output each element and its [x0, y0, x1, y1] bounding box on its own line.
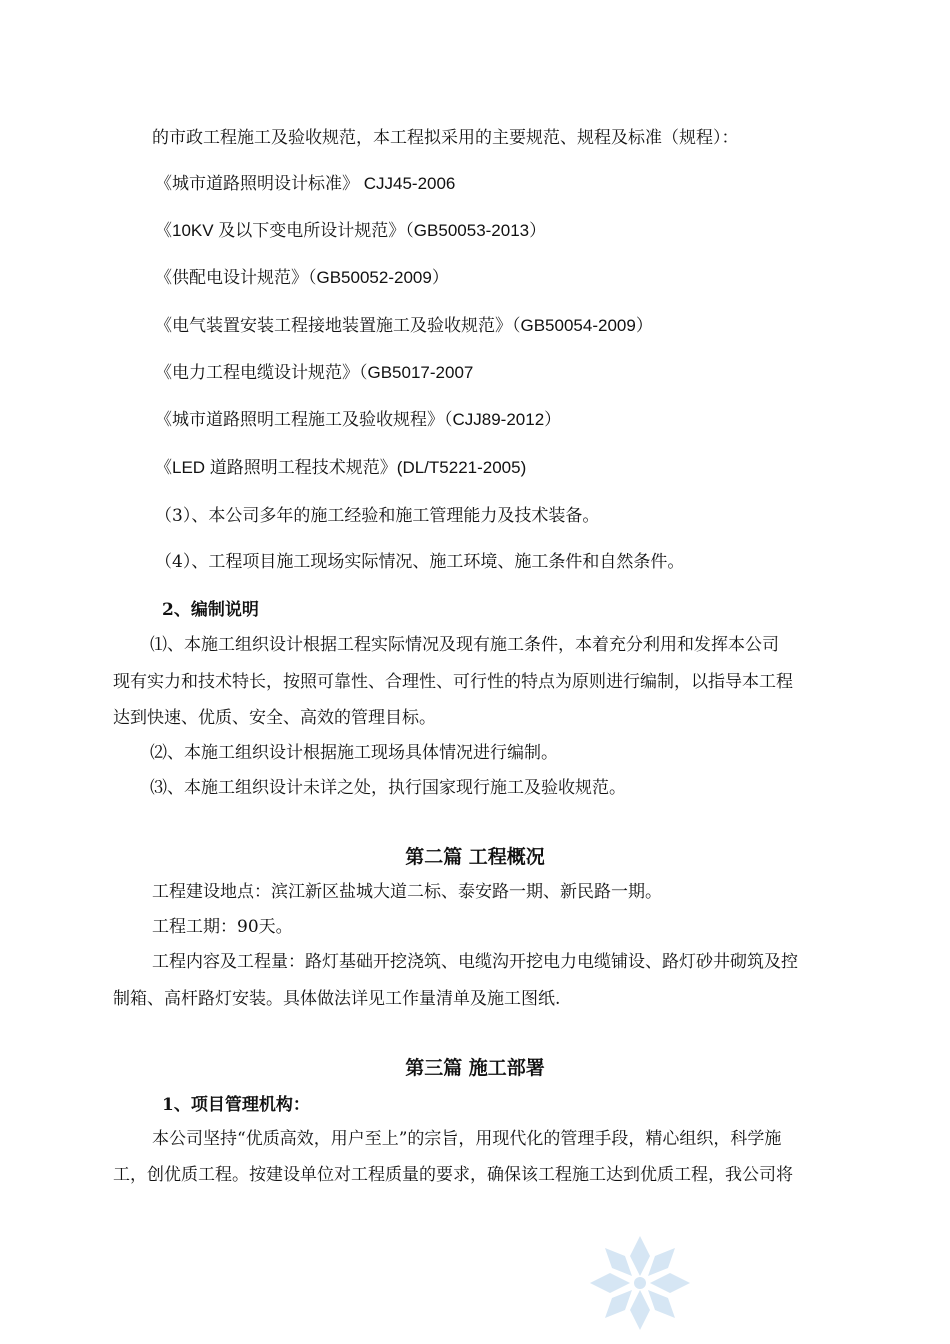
section-title-compilation: 2、编制说明 [162, 600, 259, 620]
standard-item-5: 《电力工程电缆设计规范》（GB5017-2007 [155, 363, 474, 382]
compilation-paragraph-2: ⑵、本施工组织设计根据施工现场具体情况进行编制。 [150, 743, 558, 763]
standard-item-3: 《供配电设计规范》（GB50052-2009） [155, 268, 449, 287]
standard-item-1: 《城市道路照明设计标准》 CJJ45-2006 [155, 174, 456, 193]
standard-item-7: 《LED 道路照明工程技术规范》(DL/T5221-2005) [155, 458, 527, 477]
compilation-paragraph-1-line-3: 达到快速、优质、安全、高效的管理目标。 [113, 708, 436, 728]
section-title-management: 1、项目管理机构： [162, 1095, 310, 1115]
part-2-heading: 第二篇 工程概况 [405, 846, 545, 868]
compilation-paragraph-3: ⑶、本施工组织设计未详之处，执行国家现行施工及验收规范。 [150, 778, 626, 798]
management-paragraph-line-1: 本公司坚持“优质高效，用户至上”的宗旨，用现代化的管理手段，精心组织，科学施 [152, 1129, 782, 1149]
management-paragraph-line-2: 工，创优质工程。按建设单位对工程质量的要求，确保该工程施工达到优质工程，我公司将 [113, 1165, 793, 1185]
standard-item-2: 《10KV 及以下变电所设计规范》（GB50053-2013） [155, 221, 547, 240]
watermark-logo-icon [580, 1228, 700, 1338]
part-3-heading: 第三篇 施工部署 [405, 1057, 545, 1079]
compilation-paragraph-1-line-1: ⑴、本施工组织设计根据工程实际情况及现有施工条件，本着充分利用和发挥本公司 [150, 635, 779, 655]
project-duration: 工程工期：90天。 [152, 917, 293, 937]
project-content-line-1: 工程内容及工程量：路灯基础开挖浇筑、电缆沟开挖电力电缆铺设、路灯砂井砌筑及控 [152, 952, 798, 972]
project-content-line-2: 制箱、高杆路灯安装。具体做法详见工作量清单及施工图纸. [113, 989, 561, 1009]
intro-line: 的市政工程施工及验收规范，本工程拟采用的主要规范、规程及标准（规程）： [152, 128, 739, 148]
compilation-paragraph-1-line-2: 现有实力和技术特长，按照可靠性、合理性、可行性的特点为原则进行编制，以指导本工程 [113, 672, 793, 692]
basis-item-3: （3）、本公司多年的施工经验和施工管理能力及技术装备。 [155, 506, 600, 526]
standard-item-4: 《电气装置安装工程接地装置施工及验收规范》（GB50054-2009） [155, 316, 653, 335]
project-location: 工程建设地点：滨江新区盐城大道二标、泰安路一期、新民路一期。 [152, 882, 662, 902]
basis-item-4: （4）、工程项目施工现场实际情况、施工环境、施工条件和自然条件。 [155, 552, 685, 572]
standard-item-6: 《城市道路照明工程施工及验收规程》（CJJ89-2012） [155, 410, 562, 429]
